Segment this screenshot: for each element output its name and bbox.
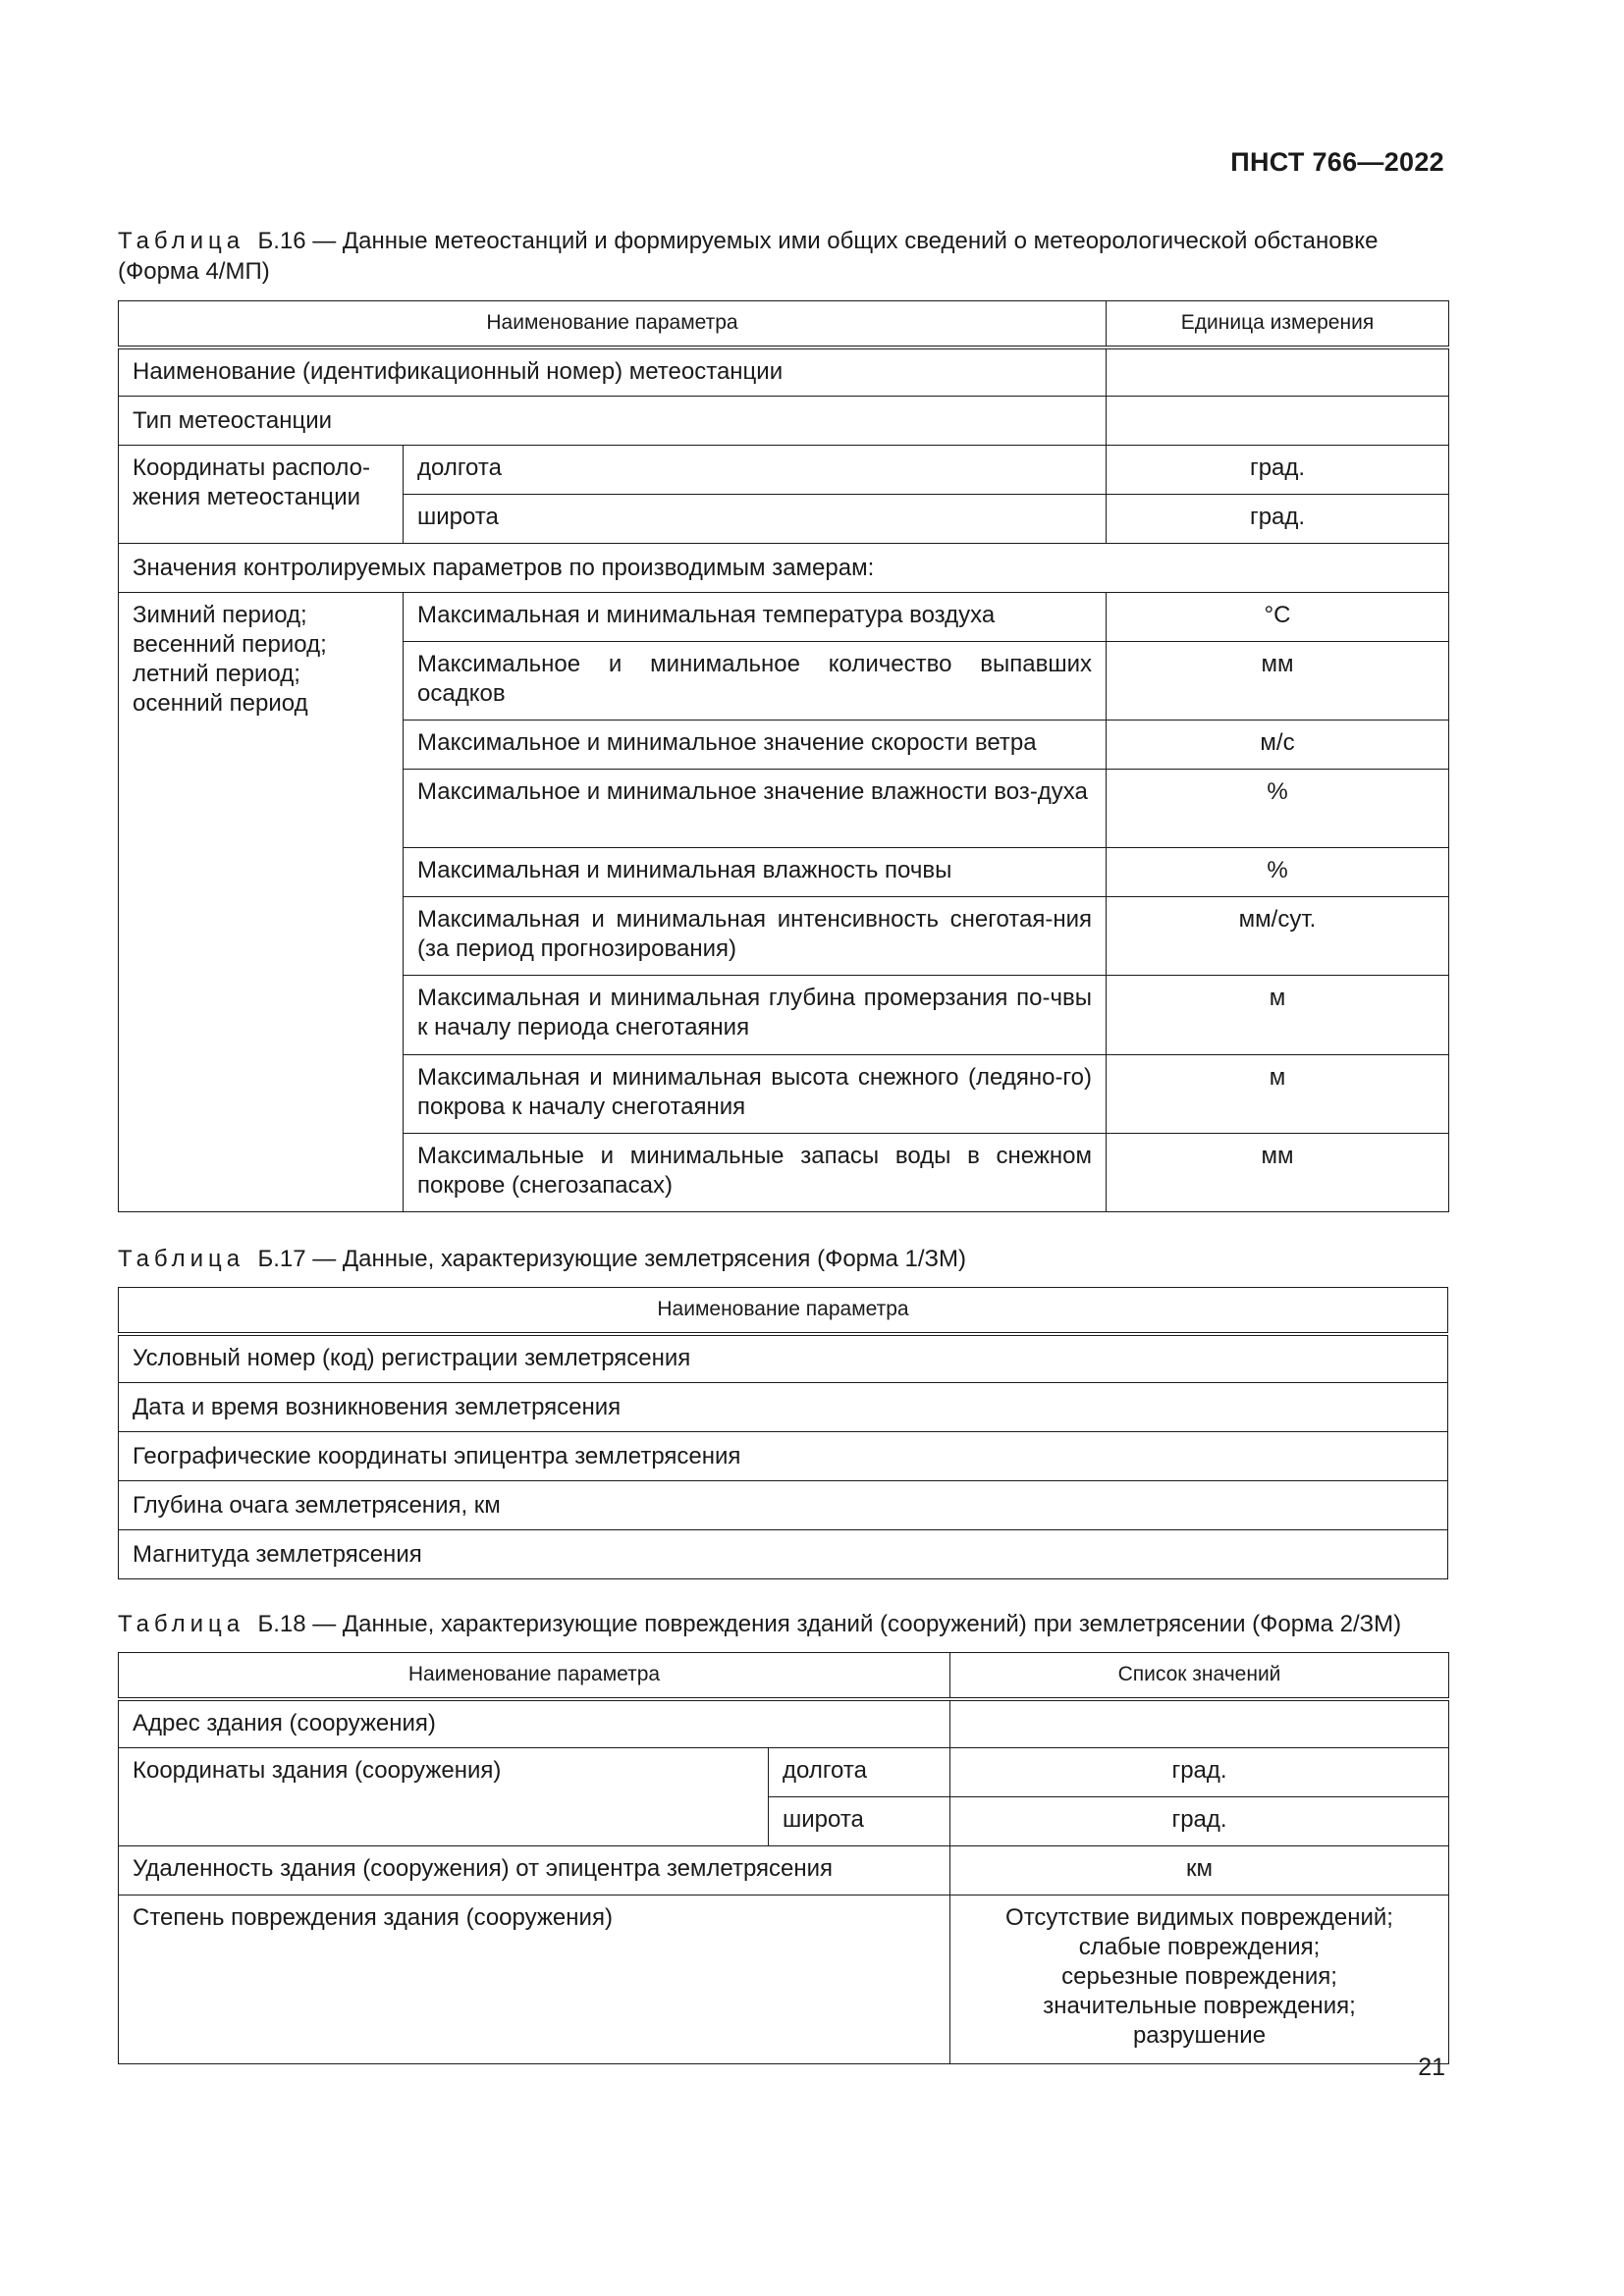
- unit-cell: м/с: [1107, 721, 1449, 770]
- longitude-value: град.: [950, 1748, 1449, 1797]
- unit-cell: %: [1107, 848, 1449, 897]
- table18-row-longitude: [119, 1748, 1449, 1797]
- table16-row-values-heading: [119, 544, 1449, 593]
- table17-cell: Глубина очага землетрясения, км: [119, 1481, 1448, 1530]
- table17-caption: [118, 1244, 1448, 1274]
- longitude-cell: долгота: [404, 446, 1107, 495]
- table17-col-param: Наименование параметра: [119, 1288, 1448, 1334]
- latitude-value: град.: [950, 1797, 1449, 1846]
- station-name-cell: Наименование (идентификационный номер) метеостанции: [119, 347, 1107, 397]
- station-type-unit: [1107, 397, 1449, 446]
- table17-cell: Дата и время возникновения землетрясения: [119, 1383, 1448, 1432]
- table18: [118, 1652, 1449, 2064]
- page-number: 21: [1418, 2054, 1445, 2081]
- damage-value: слабые повреждения;: [1078, 1934, 1321, 1960]
- table18-col-param: Наименование параметра: [119, 1653, 950, 1699]
- table16-col-param: Наименование параметра: [119, 301, 1107, 347]
- damage-values: [950, 1896, 1449, 2064]
- latitude-cell: широта: [404, 495, 1107, 544]
- table18-row-damage: [119, 1896, 1449, 2064]
- unit-cell: %: [1107, 770, 1449, 848]
- station-type-cell: Тип метеостанции: [119, 397, 1107, 446]
- param-cell: Максимальные и минимальные запасы воды в снежном покрове (снегозапасах): [404, 1134, 1107, 1212]
- table17-cell: Условный номер (код) регистрации землетрясения: [119, 1334, 1448, 1383]
- table17: [118, 1287, 1448, 1579]
- latitude-unit: град.: [1107, 495, 1449, 544]
- table16-caption-text: Б.16 — Данные метеостанций и формируемых ими общих сведений о метеорологической обстановке (Форма 4/МП): [118, 228, 1379, 285]
- distance-cell: Удаленность здания (сооружения) от эпицентра землетрясения: [119, 1846, 950, 1896]
- distance-value: км: [950, 1846, 1449, 1896]
- table16-header-row: [119, 301, 1449, 347]
- table18-row-address: [119, 1699, 1449, 1748]
- table18-caption: [118, 1609, 1448, 1639]
- table-row: [119, 1432, 1448, 1481]
- table18-col-values: Список значений: [950, 1653, 1449, 1699]
- param-cell: Максимальная и минимальная глубина промерзания по-чвы к началу периода снеготаяния: [404, 976, 1107, 1055]
- unit-cell: мм: [1107, 642, 1449, 721]
- unit-cell: м: [1107, 976, 1449, 1055]
- unit-cell: °С: [1107, 593, 1449, 642]
- damage-value: Отсутствие видимых повреждений;: [1005, 1904, 1393, 1931]
- table17-header-row: [119, 1288, 1448, 1334]
- address-cell: Адрес здания (сооружения): [119, 1699, 950, 1748]
- station-name-unit: [1107, 347, 1449, 397]
- document-code: ПНСТ 766—2022: [1230, 147, 1444, 177]
- table17-caption-text: Б.17 — Данные, характеризующие землетрясения (Форма 1/ЗМ): [257, 1246, 967, 1272]
- param-cell: Максимальное и минимальное значение скорости ветра: [404, 721, 1107, 770]
- table16-row-station-name: [119, 347, 1449, 397]
- values-heading-cell: Значения контролируемых параметров по производимым замерам:: [119, 544, 1449, 593]
- table16-caption-label: Таблица: [118, 228, 245, 254]
- table-row: [119, 1530, 1448, 1579]
- param-cell: Максимальная и минимальная влажность почвы: [404, 848, 1107, 897]
- param-cell: Максимальное и минимальное количество выпавших осадков: [404, 642, 1107, 721]
- table18-caption-label: Таблица: [118, 1611, 245, 1637]
- damage-value: серьезные повреждения;: [1061, 1963, 1337, 1990]
- latitude-cell: широта: [769, 1797, 950, 1846]
- unit-cell: мм/сут.: [1107, 897, 1449, 976]
- param-cell: Максимальная и минимальная интенсивность снеготая-ния (за период прогнозирования): [404, 897, 1107, 976]
- longitude-cell: долгота: [769, 1748, 950, 1797]
- table-row: [119, 1383, 1448, 1432]
- unit-cell: м: [1107, 1055, 1449, 1134]
- table18-row-distance: [119, 1846, 1449, 1896]
- table-row: [119, 593, 1449, 642]
- table17-cell: Географические координаты эпицентра землетрясения: [119, 1432, 1448, 1481]
- table16-row-station-type: [119, 397, 1449, 446]
- coords-cell: Координаты здания (сооружения): [119, 1748, 769, 1846]
- table16-row-longitude: [119, 446, 1449, 495]
- param-cell: Максимальное и минимальное значение влажности воз-духа: [404, 770, 1107, 848]
- damage-cell: Степень повреждения здания (сооружения): [119, 1896, 950, 2064]
- damage-value: значительные повреждения;: [1043, 1993, 1356, 2019]
- unit-cell: мм: [1107, 1134, 1449, 1212]
- table16: [118, 300, 1449, 1212]
- damage-value: разрушение: [1132, 2022, 1267, 2049]
- param-cell: Максимальная и минимальная высота снежного (ледяно-го) покрова к началу снеготаяния: [404, 1055, 1107, 1134]
- table-row: [119, 1334, 1448, 1383]
- param-cell: Максимальная и минимальная температура воздуха: [404, 593, 1107, 642]
- address-value: [950, 1699, 1449, 1748]
- coords-label-cell: Координаты располо-жения метеостанции: [119, 446, 404, 544]
- table18-caption-text: Б.18 — Данные, характеризующие повреждения зданий (сооружений) при землетрясении (Форма 2/ЗМ): [257, 1611, 1402, 1637]
- table16-caption: [118, 226, 1448, 287]
- table16-col-unit: Единица измерения: [1107, 301, 1449, 347]
- table-row: [119, 1481, 1448, 1530]
- longitude-unit: град.: [1107, 446, 1449, 495]
- table18-header-row: [119, 1653, 1449, 1699]
- table17-cell: Магнитуда землетрясения: [119, 1530, 1448, 1579]
- table17-caption-label: Таблица: [118, 1246, 245, 1272]
- periods-cell: Зимний период; весенний период; летний период; осенний период: [119, 593, 404, 1212]
